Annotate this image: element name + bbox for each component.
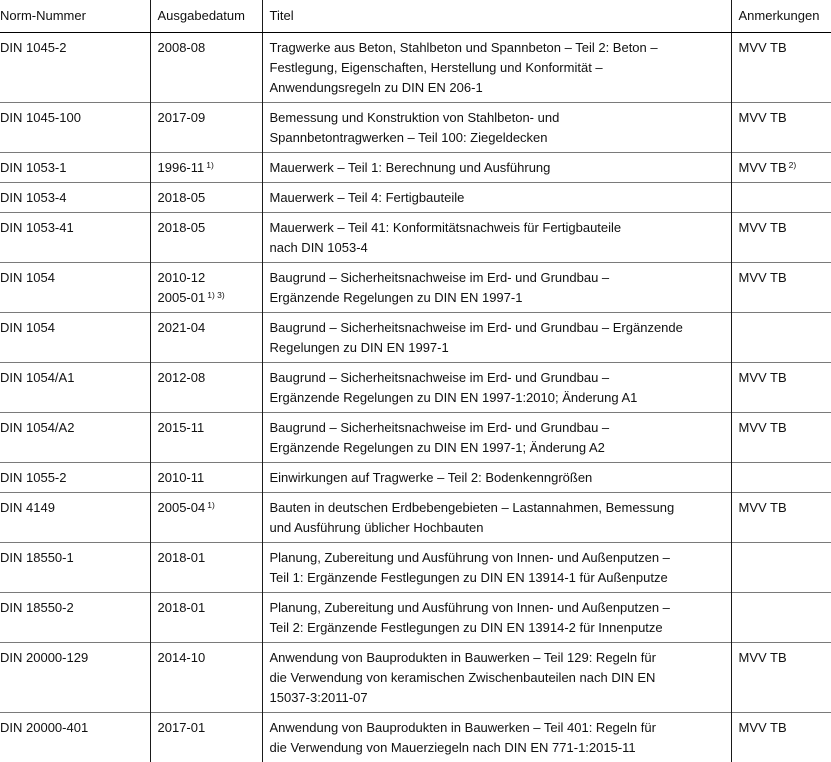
cell-norm-number: DIN 18550-2 (0, 593, 150, 643)
title-line: Baugrund – Sicherheitsnachweise im Erd- und Grundbau – (269, 270, 610, 285)
remark-value: MVV TB (738, 370, 787, 385)
cell-title (262, 493, 731, 543)
cell-issue-date (150, 363, 262, 413)
table-row (0, 463, 831, 493)
remark-value: MVV TB (738, 40, 787, 55)
table-row (0, 313, 831, 363)
cell-norm-number: DIN 1045-2 (0, 40, 67, 55)
cell-title (262, 593, 731, 643)
header-norm-number: Norm-Nummer (0, 0, 150, 33)
footnote-marker: 2) (788, 160, 797, 170)
cell-issue-date (150, 183, 262, 213)
issue-date-line (158, 38, 262, 58)
cell-norm-number: DIN 1053-4 (0, 183, 150, 213)
issue-date-value: 2005-04 (157, 500, 206, 515)
cell-issue-date (150, 213, 262, 263)
footnote-marker: 1) (207, 500, 215, 510)
title-line: Planung, Zubereitung und Ausführung von Innen- und Außenputzen – (269, 550, 670, 565)
issue-date-line (158, 418, 262, 438)
footnote-marker: 1) (206, 160, 214, 170)
cell-issue-date (150, 713, 262, 762)
cell-title (262, 213, 731, 263)
title-line: 15037-3:2011-07 (269, 690, 368, 705)
cell-norm-number: DIN 1054/A2 (0, 413, 150, 463)
cell-title (262, 313, 731, 363)
table-row (0, 413, 831, 463)
issue-date-value: 2015-11 (157, 420, 205, 435)
header-issue-date: Ausgabedatum (150, 0, 262, 33)
issue-date-value: 2017-01 (157, 720, 206, 735)
issue-date-value: 2018-05 (157, 220, 206, 235)
cell-title (262, 713, 731, 762)
title-line: Anwendungsregeln zu DIN EN 206-1 (269, 80, 483, 95)
issue-date-line (158, 718, 262, 738)
issue-date-line (158, 268, 262, 288)
issue-date-value: 2012-08 (157, 370, 206, 385)
issue-date-line (158, 598, 262, 618)
issue-date-line (158, 648, 262, 668)
cell-remarks (731, 463, 831, 493)
title-line: Regelungen zu DIN EN 1997-1 (269, 340, 449, 355)
issue-date-line (158, 218, 262, 238)
title-line: Tragwerke aus Beton, Stahlbeton und Spannbeton – Teil 2: Beton – (269, 40, 658, 55)
issue-date-line (158, 548, 262, 568)
cell-issue-date (150, 263, 262, 313)
title-line: Ergänzende Regelungen zu DIN EN 1997-1:2010; Änderung A1 (269, 390, 638, 405)
cell-remarks (731, 713, 831, 762)
cell-remarks (731, 493, 831, 543)
title-line: Teil 1: Ergänzende Festlegungen zu DIN EN 13914-1 für Außenputze (269, 570, 668, 585)
cell-remarks (731, 363, 831, 413)
issue-date-value: 2021-04 (157, 320, 206, 335)
cell-norm-number: DIN 20000-129 (0, 643, 150, 713)
title-line: die Verwendung von Mauerziegeln nach DIN EN 771-1:2015-11 (269, 740, 636, 755)
cell-issue-date (150, 643, 262, 713)
remark-value: MVV TB (738, 270, 787, 285)
issue-date-value: 2018-01 (157, 550, 206, 565)
remark-value: MVV TB (738, 220, 787, 235)
issue-date-line (158, 498, 262, 518)
header-remarks: Anmerkungen (731, 0, 831, 33)
cell-remarks (731, 213, 831, 263)
remark-value: MVV TB (738, 650, 787, 665)
cell-remarks (731, 103, 831, 153)
issue-date-line (158, 368, 262, 388)
issue-date-line (158, 288, 262, 308)
remark-value: MVV TB (738, 500, 787, 515)
cell-issue-date (150, 33, 262, 103)
table-row (0, 643, 831, 713)
header-title: Titel (262, 0, 731, 33)
cell-remarks (731, 313, 831, 363)
cell-title (262, 33, 731, 103)
cell-norm-number: DIN 1053-41 (0, 213, 150, 263)
table-row (0, 593, 831, 643)
cell-issue-date (150, 493, 262, 543)
title-line: Teil 2: Ergänzende Festlegungen zu DIN EN 13914-2 für Innenputze (269, 620, 663, 635)
issue-date-line (158, 188, 262, 208)
cell-remarks (731, 183, 831, 213)
table-row (0, 493, 831, 543)
title-line: Festlegung, Eigenschaften, Herstellung und Konformität – (269, 60, 603, 75)
cell-norm-number: DIN 1054 (0, 263, 150, 313)
table-row (0, 183, 831, 213)
issue-date-value: 2010-11 (157, 470, 205, 485)
cell-title (262, 263, 731, 313)
issue-date-value: 2017-09 (157, 110, 206, 125)
issue-date-line (158, 468, 262, 488)
footnote-marker: 1) 3) (207, 290, 225, 300)
remark-value: MVV TB (738, 160, 787, 175)
title-line: Mauerwerk – Teil 41: Konformitätsnachweis für Fertigbauteile (269, 220, 622, 235)
cell-norm-number: DIN 1054 (0, 313, 150, 363)
cell-title (262, 543, 731, 593)
cell-norm-number: DIN 20000-401 (0, 713, 150, 762)
issue-date-value: 1996-11 (157, 160, 205, 175)
cell-issue-date (150, 103, 262, 153)
title-line: Anwendung von Bauprodukten in Bauwerken – Teil 129: Regeln für (269, 650, 656, 665)
title-line: nach DIN 1053-4 (269, 240, 368, 255)
cell-issue-date (150, 463, 262, 493)
cell-remarks (731, 643, 831, 713)
title-line: Baugrund – Sicherheitsnachweise im Erd- und Grundbau – Ergänzende (269, 320, 683, 335)
table-row (0, 213, 831, 263)
header-row (0, 0, 831, 33)
cell-remarks (731, 413, 831, 463)
title-line: Baugrund – Sicherheitsnachweise im Erd- und Grundbau – (269, 370, 610, 385)
table-row (0, 263, 831, 313)
cell-title (262, 363, 731, 413)
issue-date-value: 2005-01 (157, 290, 206, 305)
cell-title (262, 153, 731, 183)
issue-date-line (158, 108, 262, 128)
cell-title (262, 183, 731, 213)
title-line: Spannbetontragwerken – Teil 100: Ziegeldecken (269, 130, 548, 145)
issue-date-value: 2018-01 (157, 600, 206, 615)
table-row (0, 713, 831, 762)
remark-value: MVV TB (738, 720, 787, 735)
title-line: die Verwendung von keramischen Zwischenbauteilen nach DIN EN (269, 670, 656, 685)
cell-remarks (731, 33, 831, 103)
cell-norm-number: DIN 18550-1 (0, 543, 150, 593)
cell-norm-number: DIN 1045-100 (0, 103, 150, 153)
title-line: Planung, Zubereitung und Ausführung von Innen- und Außenputzen – (269, 600, 670, 615)
issue-date-value: 2008-08 (157, 40, 206, 55)
cell-remarks (731, 593, 831, 643)
title-line: Einwirkungen auf Tragwerke – Teil 2: Bodenkenngrößen (269, 470, 593, 485)
title-line: Mauerwerk – Teil 4: Fertigbauteile (269, 190, 465, 205)
cell-norm-number: DIN 1055-2 (0, 463, 150, 493)
title-line: Bemessung und Konstruktion von Stahlbeton- und (269, 110, 560, 125)
title-line: Mauerwerk – Teil 1: Berechnung und Ausführung (269, 160, 551, 175)
cell-norm-number: DIN 1053-1 (0, 153, 150, 183)
cell-norm-number: DIN 1054/A1 (0, 363, 150, 413)
table-row (0, 153, 831, 183)
title-line: Ergänzende Regelungen zu DIN EN 1997-1; Änderung A2 (269, 440, 605, 455)
issue-date-value: 2018-05 (157, 190, 206, 205)
issue-date-line (158, 158, 262, 178)
cell-issue-date (150, 313, 262, 363)
title-line: Ergänzende Regelungen zu DIN EN 1997-1 (269, 290, 523, 305)
title-line: Bauten in deutschen Erdbebengebieten – Lastannahmen, Bemessung (269, 500, 675, 515)
cell-issue-date (150, 153, 262, 183)
cell-title (262, 413, 731, 463)
title-line: Baugrund – Sicherheitsnachweise im Erd- und Grundbau – (269, 420, 610, 435)
issue-date-value: 2014-10 (157, 650, 206, 665)
cell-issue-date (150, 593, 262, 643)
cell-issue-date (150, 413, 262, 463)
cell-title (262, 643, 731, 713)
table-row (0, 543, 831, 593)
issue-date-line (158, 318, 262, 338)
issue-date-value: 2010-12 (157, 270, 206, 285)
title-line: Anwendung von Bauprodukten in Bauwerken – Teil 401: Regeln für (269, 720, 656, 735)
cell-issue-date (150, 543, 262, 593)
cell-remarks (731, 263, 831, 313)
cell-title (262, 103, 731, 153)
title-line: und Ausführung üblicher Hochbauten (269, 520, 484, 535)
remark-value: MVV TB (738, 420, 787, 435)
cell-remarks (731, 543, 831, 593)
remark-value: MVV TB (738, 110, 787, 125)
table-row (0, 363, 831, 413)
table-row (0, 33, 831, 103)
table-body (0, 33, 831, 762)
table-row (0, 103, 831, 153)
cell-title (262, 463, 731, 493)
cell-remarks (731, 153, 831, 183)
cell-norm-number: DIN 4149 (0, 493, 150, 543)
